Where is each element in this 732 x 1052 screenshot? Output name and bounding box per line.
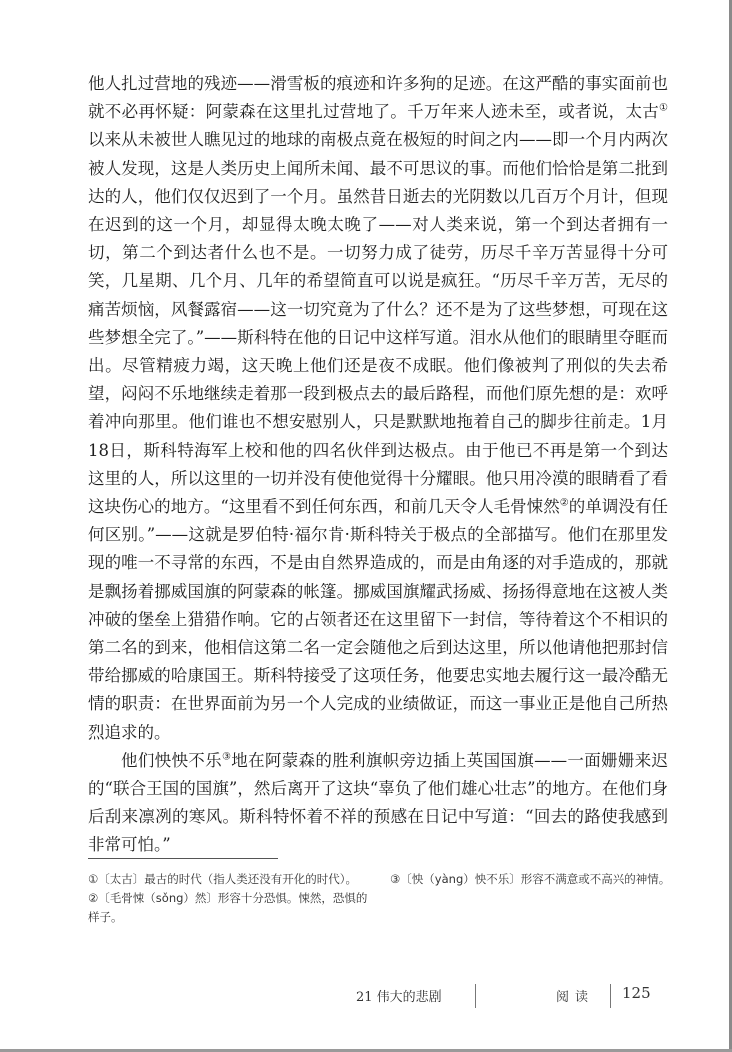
page-footer (0, 984, 732, 1010)
paragraph-2 (88, 747, 668, 860)
paragraph-2-part-2: 地在阿蒙森的胜利旗帜旁边插上英国国旗——一面姗姗来迟的“联合王国的国旗”，然后离开了这块“辜负了他们雄心壮志”的地方。在他们身后刮来凛冽的寒风。斯科特怀着不祥的预感在日记中写道：“回去的路使我感到非常可怕。” (88, 750, 669, 855)
footnote-marker-3: ③ (221, 751, 232, 763)
footnote-1: ①〔太古〕最古的时代（指人类还没有开化的时代）。 (88, 872, 358, 886)
footer-section-name: 阅读 (556, 990, 595, 1005)
page-number: 125 (622, 984, 651, 1002)
footnote-divider (88, 858, 278, 859)
footer-lesson-title: 21 伟大的悲剧 (356, 990, 442, 1005)
footnotes-right-column (390, 870, 675, 889)
footnote-3: ③〔怏（yàng）怏不乐〕形容不满意或不高兴的神情。 (390, 872, 671, 886)
body-text (88, 70, 668, 860)
footnote-2: ②〔毛骨悚（sǒng）然〕形容十分恐惧。悚然，恐惧的样子。 (88, 891, 368, 924)
footnote-marker-1: ① (659, 102, 668, 114)
paragraph-1-part-1: 他人扎过营地的残迹——滑雪板的痕迹和许多狗的足迹。在这严酷的事实面前也就不必再怀疑：阿蒙森在这里扎过营地了。千万年来人迹未至，或者说，太古 (88, 74, 668, 122)
paragraph-1-part-3: 的单调没有任何区别。”——这就是罗伯特·福尔肯·斯科特关于极点的全部描写。他们在那里发现的唯一不寻常的东西，不是由自然界造成的，而是由角逐的对手造成的，那就是飘扬着挪威国旗的阿蒙森的帐篷。挪威国旗耀武扬威、扬扬得意地在这被人类冲破的堡垒上猎猎作响。它的占领者还在这里留下一封信，等待着这个不相识的第二名的到来，他相信这第二名一定会随他之后到达这里，所以他请他把那封信带给挪威的哈康国王。斯科特接受了这项任务，他要忠实地去履行这一最冷酷无情的职责：在世界面前为另一个人完成的业绩做证，而这一事业正是他自己所热烈追求的。 (88, 497, 669, 742)
footer-divider (610, 984, 611, 1008)
paragraph-1-part-2: 以来从未被世人瞧见过的地球的南极点竟在极短的时间之内——即一个月内两次被人发现，这是人类历史上闻所未闻、最不可思议的事。而他们恰恰是第二批到达的人，他们仅仅迟到了一个月。虽然昔日逝去的光阴数以几百万个月计，但现在迟到的这一个月，却显得太晚太晚了——对人类来说，第一个到达者拥有一切，第二个到达者什么也不是。一切努力成了徒劳，历尽千辛万苦显得十分可笑，几星期、几个月、几年的希望简直可以说是疯狂。“历尽千辛万苦，无尽的痛苦烦恼，风餐露宿——这一切究竟为了什么？还不是为了这些梦想，可现在这些梦想全完了。”——斯科特在他的日记中这样写道。泪水从他们的眼睛里夺眶而出。尽管精疲力竭，这天晚上他们还是夜不成眠。他们像被判了刑似的失去希望，闷闷不乐地继续走着那一段到极点去的最后路程，而他们原先想的是：欢呼着冲向那里。他们谁也不想安慰别人，只是默默地拖着自己的脚步往前走。1月18日，斯科特海军上校和他的四名伙伴到达极点。由于他已不再是第一个到达这里的人，所以这里的一切并没有使他觉得十分耀眼。他只用冷漠的眼睛看了看这块伤心的地方。“这里看不到任何东西，和前几天令人毛骨悚然 (88, 130, 668, 517)
footnotes-left-column (88, 870, 378, 927)
paragraph-1 (88, 70, 668, 747)
footer-divider (475, 984, 476, 1008)
paragraph-2-part-1: 他们怏怏不乐 (121, 750, 222, 770)
footnote-marker-2: ② (559, 497, 569, 509)
